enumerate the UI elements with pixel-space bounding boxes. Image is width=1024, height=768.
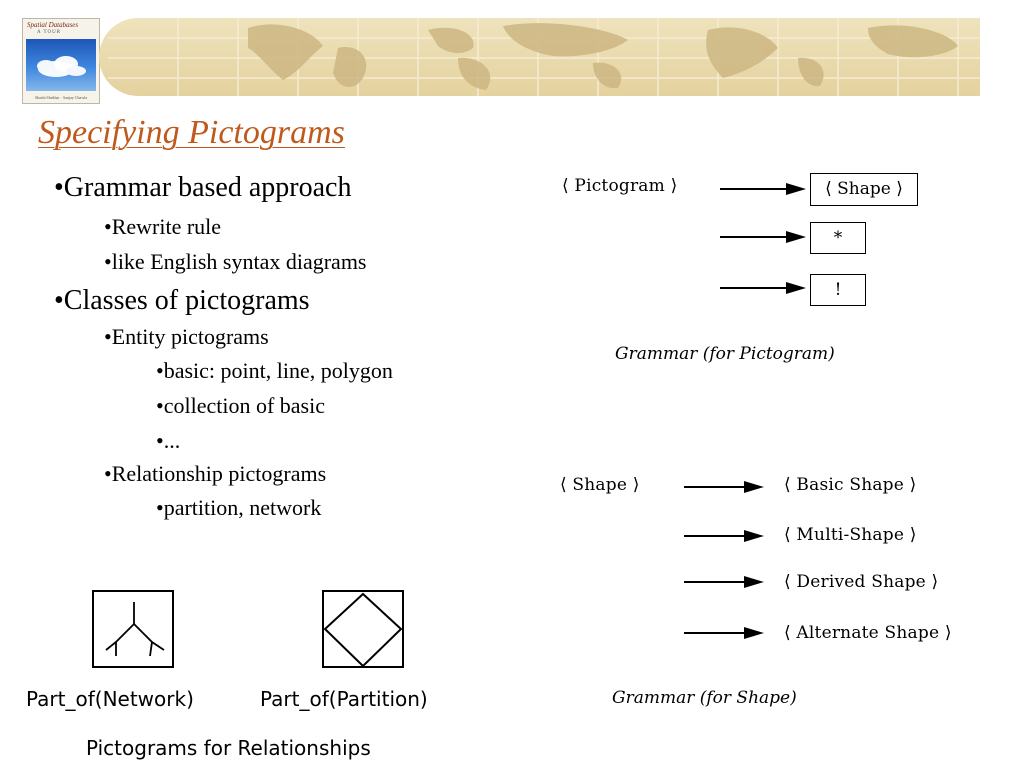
shape-grammar-caption: Grammar (for Shape) [612,688,797,708]
list-item: •partition, network [156,495,322,520]
grammar-rhs-shape-box: ⟨ Shape ⟩ [810,173,918,206]
network-pictogram-icon [92,590,176,670]
grammar-rhs-basic-shape: ⟨ Basic Shape ⟩ [784,475,917,495]
network-label: Part_of(Network) [26,687,194,711]
list-item: •collection of basic [156,393,325,418]
grammar-lhs-pictogram: ⟨ Pictogram ⟩ [562,176,678,196]
grammar-lhs-shape: ⟨ Shape ⟩ [560,475,640,495]
book-title: Spatial Databases [27,21,79,29]
grammar-rhs-alternate-shape: ⟨ Alternate Shape ⟩ [784,623,952,643]
grammar-rhs-multi-shape: ⟨ Multi-Shape ⟩ [784,525,917,545]
partition-pictogram-icon [322,590,406,670]
list-item: •Grammar based approach [54,172,352,203]
list-item: •Entity pictograms [104,324,269,349]
list-item: •basic: point, line, polygon [156,358,393,383]
relationships-caption: Pictograms for Relationships [86,736,371,760]
list-item: •Classes of pictograms [54,285,310,316]
book-authors: Shashi Shekhar · Sanjay Chawla [34,95,88,100]
grammar-rhs-derived-shape: ⟨ Derived Shape ⟩ [784,572,939,592]
list-item: •... [156,428,181,453]
grammar-rhs-star-box: * [810,222,866,254]
list-item: •like English syntax diagrams [104,249,367,274]
list-item: •Relationship pictograms [104,461,327,486]
book-subtitle: A TOUR [37,30,62,35]
list-item: •Rewrite rule [104,214,222,239]
pictogram-grammar-caption: Grammar (for Pictogram) [615,344,835,364]
partition-label: Part_of(Partition) [260,687,428,711]
grammar-rhs-bang-box: ! [810,274,866,306]
page-title: Specifying Pictograms [38,114,345,151]
